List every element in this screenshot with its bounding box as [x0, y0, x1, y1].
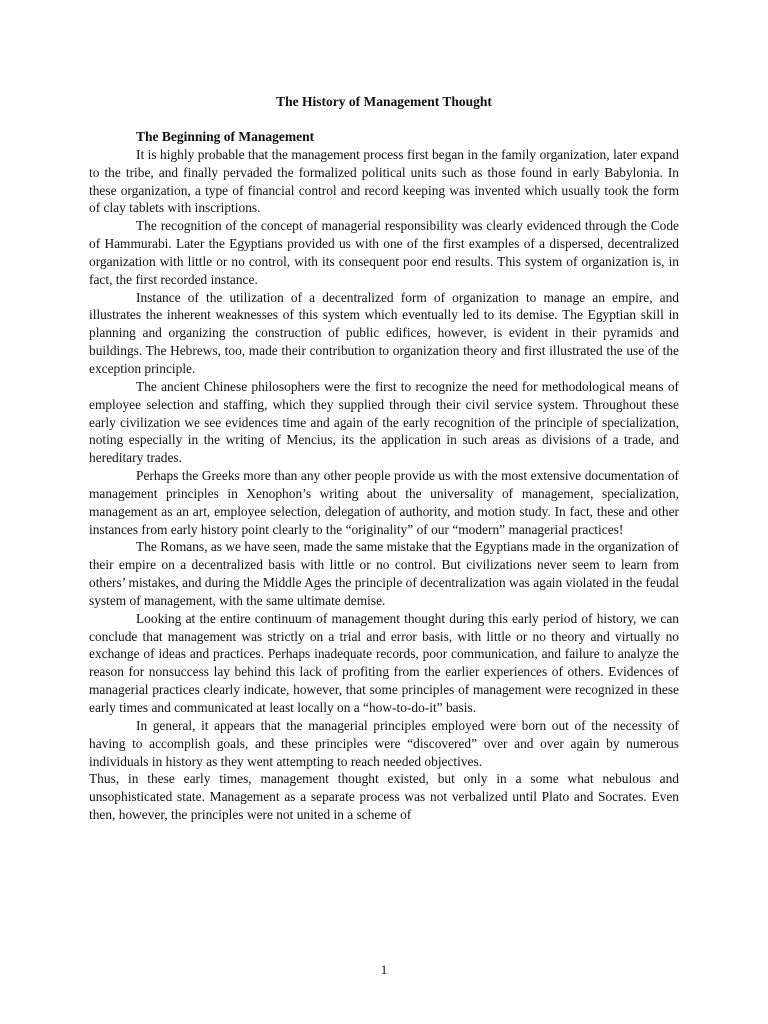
- document-title: The History of Management Thought: [276, 94, 492, 109]
- paragraph: In general, it appears that the managerial principles employed were born out of the necessity of having to accomplish goals, and these principles were “discovered” over and over again by numerous individuals in history as they went attempting to reach needed objectives.: [89, 717, 679, 769]
- paragraph: Instance of the utilization of a decentralized form of organization to manage an empire, and illustrates the inherent weaknesses of this system which eventually led to its demise. The Egyptian skill in planning and organizing the construction of public edifices, however, is evident in their pyramids and buildings. The Hebrews, too, made their contribution to organization theory and first illustrated the use of the exception principle.: [89, 289, 679, 376]
- paragraph: The recognition of the concept of managerial responsibility was clearly evidenced through the Code of Hammurabi. Later the Egyptians provided us with one of the first examples of a dispersed, decentralized organization with little or no control, with its consequent poor end results. This system of organization is, in fact, the first recorded instance.: [89, 218, 679, 287]
- document-body: [89, 128, 679, 824]
- page-number: 1: [380, 962, 388, 977]
- paragraph: It is highly probable that the management process first began in the family organization, later expand to the tribe, and finally pervaded the formalized political units such as those found in early Babylonia. In these organization, a type of financial control and record keeping was invented which usually took the form of clay tablets with inscriptions.: [89, 146, 679, 216]
- paragraph: The ancient Chinese philosophers were the first to recognize the need for methodological means of employee selection and staffing, which they supplied through their civil service system. Throughout these early civilization we see evidences time and again of the early recognition of the principle of specialization, noting especially in the writing of Mencius, its the application in such areas as divisions of a trade, and hereditary trades.: [89, 378, 679, 466]
- paragraph: Looking at the entire continuum of management thought during this early period of history, we can conclude that management was strictly on a trial and error basis, with little or no theory and virtually no exchange of ideas and practices. Perhaps inadequate records, poor communication, and failure to analyze the reason for nonsuccess lay behind this lack of profiting from the earlier experiences of others. Evidences of managerial practices clearly indicate, however, that some principles of management were recognized in these early times and communicated at least locally on a “how-to-do-it” basis.: [89, 610, 679, 715]
- paragraph: Perhaps the Greeks more than any other people provide us with the most extensive documentation of management principles in Xenophon’s writing about the universality of management, specialization, management as an art, employee selection, delegation of authority, and motion study. In fact, these and other instances from early history point clearly to the “originality” of our “modern” managerial practices!: [89, 468, 679, 537]
- section-heading: The Beginning of Management: [136, 129, 315, 144]
- final-paragraph: Thus, in these early times, management thought existed, but only in a some what nebulous and unsophisticated state. Management as a separate process was not verbalized until Plato and Socrates. Even then, however, the principles were not united in a scheme of: [89, 771, 679, 823]
- paragraph: The Romans, as we have seen, made the same mistake that the Egyptians made in the organization of their empire on a decentralized basis with little or no control. But civilizations never seem to learn from others’ mistakes, and during the Middle Ages the principle of decentralization was again violated in the feudal system of management, with the same ultimate demise.: [89, 539, 679, 608]
